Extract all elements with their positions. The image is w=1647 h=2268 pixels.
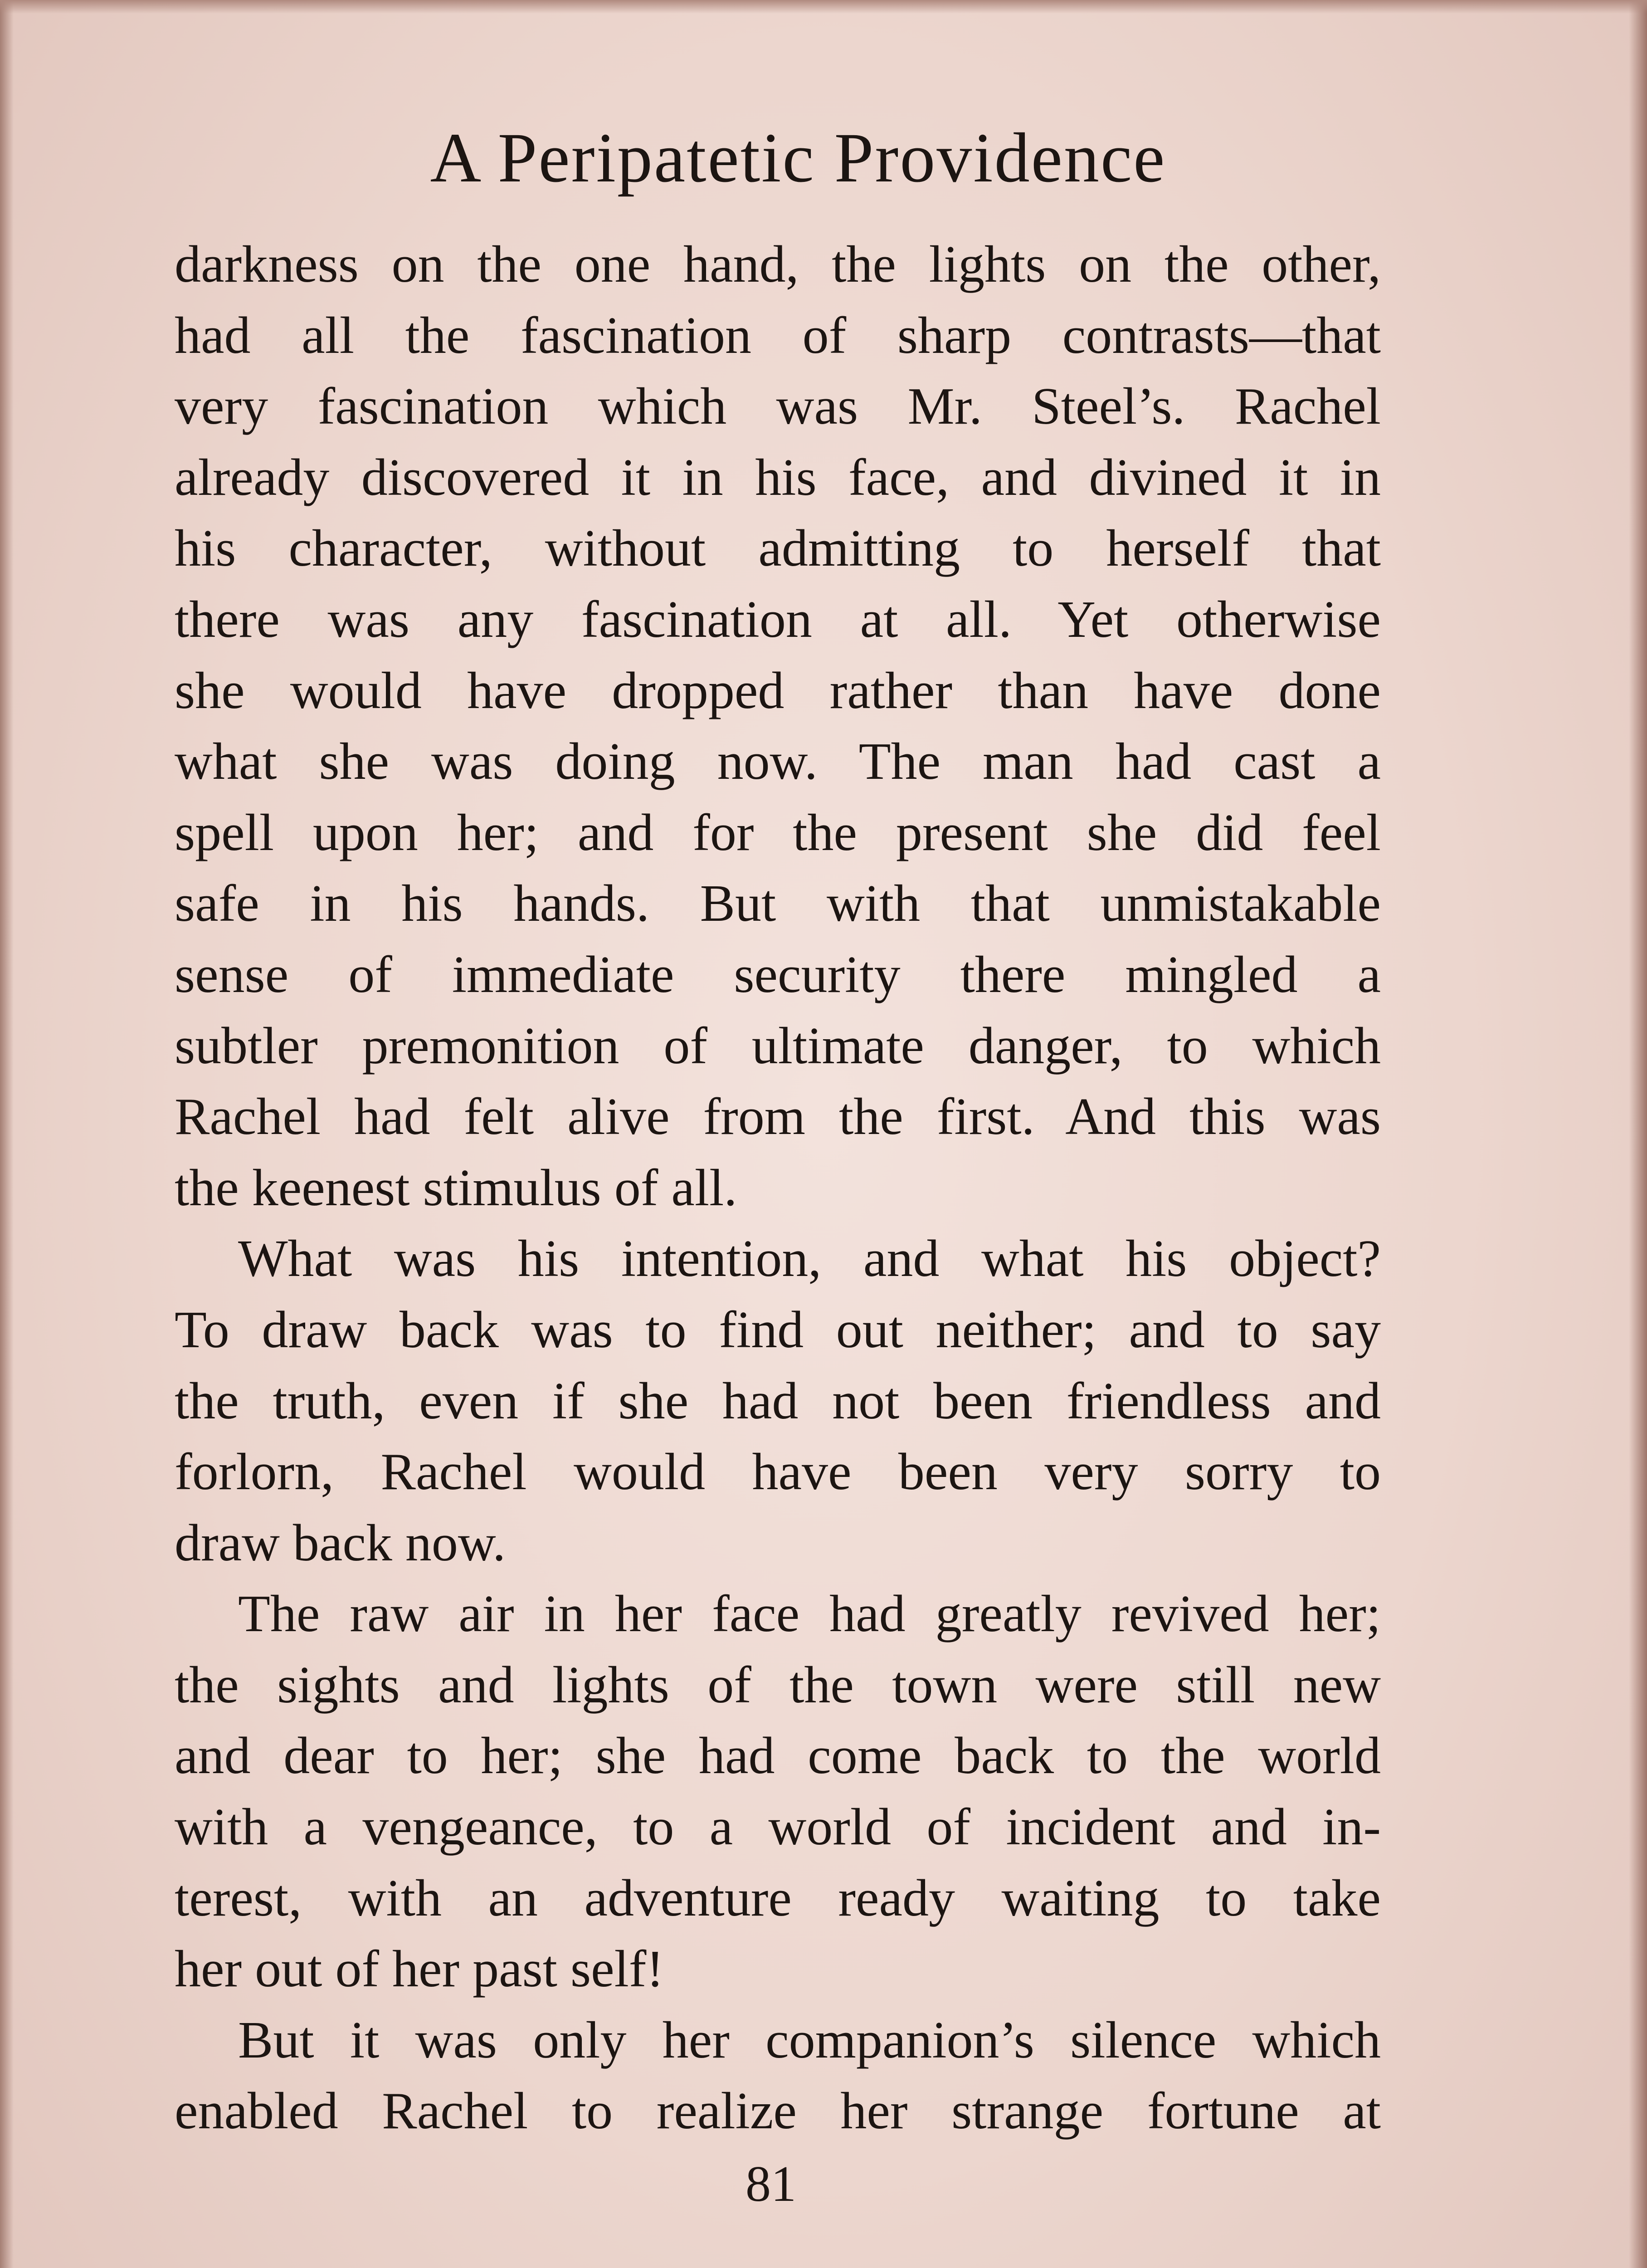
text-line: his character, without admitting to herself that xyxy=(175,519,1381,578)
text-line: her out of her past self! xyxy=(175,1940,664,1999)
text-line: subtler premonition of ultimate danger, to which xyxy=(175,1017,1381,1075)
text-line: what she was doing now. The man had cast a xyxy=(175,733,1381,791)
page-edge-top xyxy=(0,0,1647,14)
paragraph xyxy=(175,1579,1381,2005)
text-line: darkness on the one hand, the lights on the other, xyxy=(175,235,1381,293)
paragraph xyxy=(175,229,1381,1223)
text-line: Rachel had felt alive from the first. And this was xyxy=(175,1088,1381,1146)
text-line: with a vengeance, to a world of incident and in- xyxy=(175,1798,1381,1857)
paragraph xyxy=(175,2005,1381,2147)
body-text xyxy=(175,229,1381,2147)
text-line: But it was only her companion’s silence which xyxy=(238,2011,1381,2069)
running-head: A Peripatetic Providence xyxy=(430,118,1166,197)
text-line: and dear to her; she had come back to the world xyxy=(175,1727,1381,1785)
text-line: already discovered it in his face, and divined it in xyxy=(175,448,1381,507)
page-number: 81 xyxy=(746,2156,796,2212)
text-line: draw back now. xyxy=(175,1514,506,1572)
text-line: terest, with an adventure ready waiting to take xyxy=(175,1869,1381,1927)
text-line: forlorn, Rachel would have been very sorry to xyxy=(175,1443,1381,1501)
text-line: What was his intention, and what his object? xyxy=(238,1230,1381,1288)
text-line: she would have dropped rather than have done xyxy=(175,661,1381,720)
page-edge-left xyxy=(0,0,14,2268)
text-line: sense of immediate security there mingled a xyxy=(175,945,1381,1004)
page-edge-right xyxy=(1629,0,1647,2268)
text-line: The raw air in her face had greatly revived her; xyxy=(238,1585,1381,1643)
text-line: the keenest stimulus of all. xyxy=(175,1158,737,1217)
text-line: very fascination which was Mr. Steel’s. Rachel xyxy=(175,377,1381,436)
text-line: To draw back was to find out neither; and to say xyxy=(175,1300,1381,1359)
text-line: had all the fascination of sharp contrasts—that xyxy=(175,306,1381,365)
text-line: spell upon her; and for the present she did feel xyxy=(175,803,1381,862)
text-line: enabled Rachel to realize her strange fortune at xyxy=(175,2082,1381,2141)
text-line: the truth, even if she had not been friendless and xyxy=(175,1372,1381,1430)
paragraph xyxy=(175,1223,1381,1579)
text-line: safe in his hands. But with that unmistakable xyxy=(175,875,1381,933)
text-line: there was any fascination at all. Yet otherwise xyxy=(175,590,1381,649)
text-line: the sights and lights of the town were still new xyxy=(175,1656,1381,1714)
